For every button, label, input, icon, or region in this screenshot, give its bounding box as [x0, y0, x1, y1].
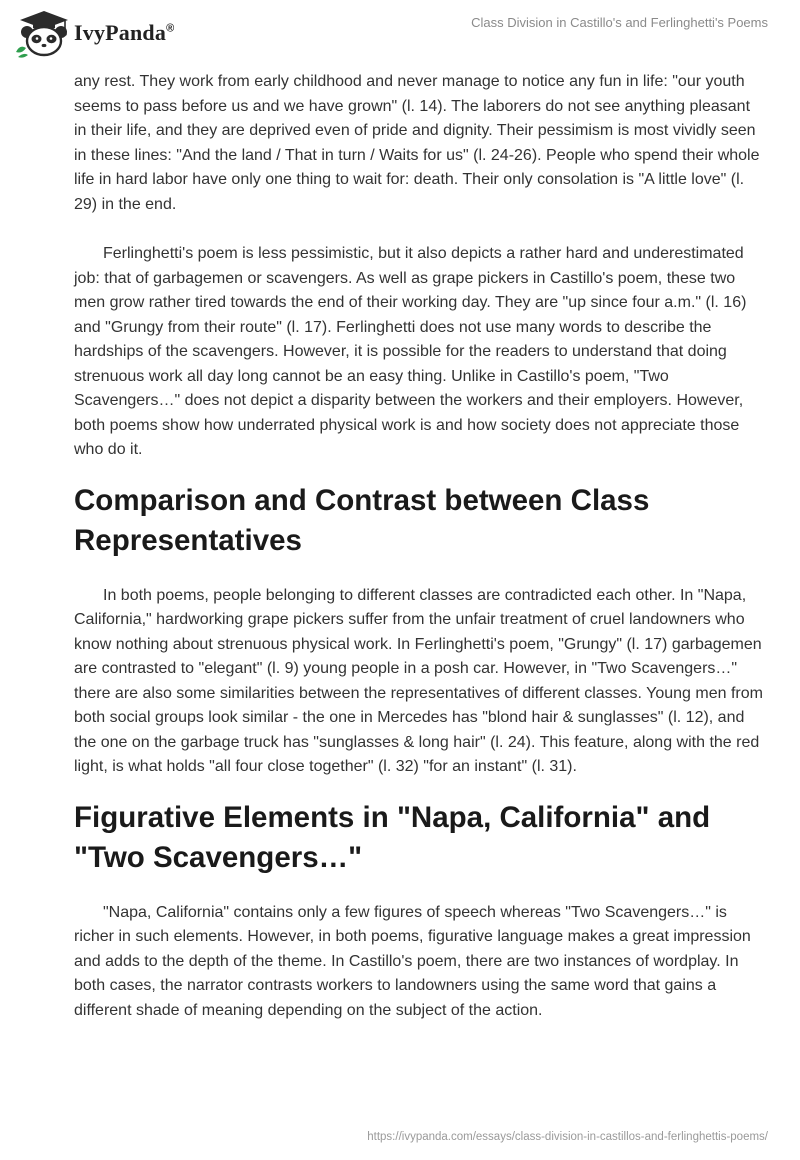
paragraph: Ferlinghetti's poem is less pessimistic, but it also depicts a rather hard and underestimated job: that of garbagemen or scavengers. As well as grape pickers in Castillo's poem, these two men grow rather tired towards the end of their working day. They are "up since four a.m." (l. 16) and "Grungy from their route" (l. 17). Ferlinghetti does not use many words to describe the hardships of the scavengers. However, it is possible for the readers to understand that doing strenuous work all day long cannot be an easy thing. Unlike in Castillo's poem, "Two Scavengers…" does not depict a disparity between the workers and their employers. However, both poems show how underrated physical work is and how society does not appreciate those who do it. [74, 245, 747, 458]
section-heading: Comparison and Contrast between Class Representatives [74, 483, 650, 557]
panda-graduate-icon [14, 8, 72, 58]
ivypanda-logo[interactable] [14, 8, 174, 58]
section-heading: Figurative Elements in "Napa, California" and "Two Scavengers…" [74, 800, 711, 874]
page-header [0, 0, 800, 66]
essay-body [74, 70, 764, 1023]
logo-wordmark-text: IvyPanda [74, 20, 167, 45]
paragraph: In both poems, people belonging to different classes are contradicted each other. In "Napa, California," hardworking grape pickers suffer from the unfair treatment of cruel landowners who know nothing about strenuous physical work. In Ferlinghetti's poem, "Grungy" (l. 17) garbagemen are contrasted to "elegant" (l. 9) young people in a posh car. However, in "Two Scavengers…" there are also some similarities between the representatives of different classes. Young men from both social groups look similar - the one in Mercedes has "blond hair & sunglasses" (l. 12), and the one on the garbage truck has "sunglasses & long hair" (l. 24). This feature, along with the red light, is what holds "all four close together" (l. 32) "for an instant" (l. 31). [74, 586, 763, 775]
paragraph: any rest. They work from early childhood and never manage to notice any fun in life: "our youth seems to pass before us and we have grown" (l. 14). The laborers do not see anything pleasant in their life, and they are deprived even of pride and dignity. Their pessimism is most vividly seen in these lines: "And the land / That in turn / Waits for us" (l. 24-26). People who spend their whole life in hard labor have only one thing to wait for: death. Their only consolation is "A little love" (l. 29) in the end. [74, 73, 760, 213]
registered-mark: ® [166, 22, 175, 35]
source-url-link[interactable]: https://ivypanda.com/essays/class-division-in-castillos-and-ferlinghettis-poems/ [367, 1131, 768, 1143]
paragraph: "Napa, California" contains only a few figures of speech whereas "Two Scavengers…" is richer in such elements. However, in both poems, figurative language makes a great impression and adds to the depth of the theme. In Castillo's poem, there are two instances of wordplay. In both cases, the narrator contrasts workers to landowners using the same word that gains a different shade of meaning depending on the subject of the action. [74, 903, 751, 1019]
document-title: Class Division in Castillo's and Ferlinghetti's Poems [471, 15, 768, 30]
logo-wordmark [74, 20, 174, 46]
